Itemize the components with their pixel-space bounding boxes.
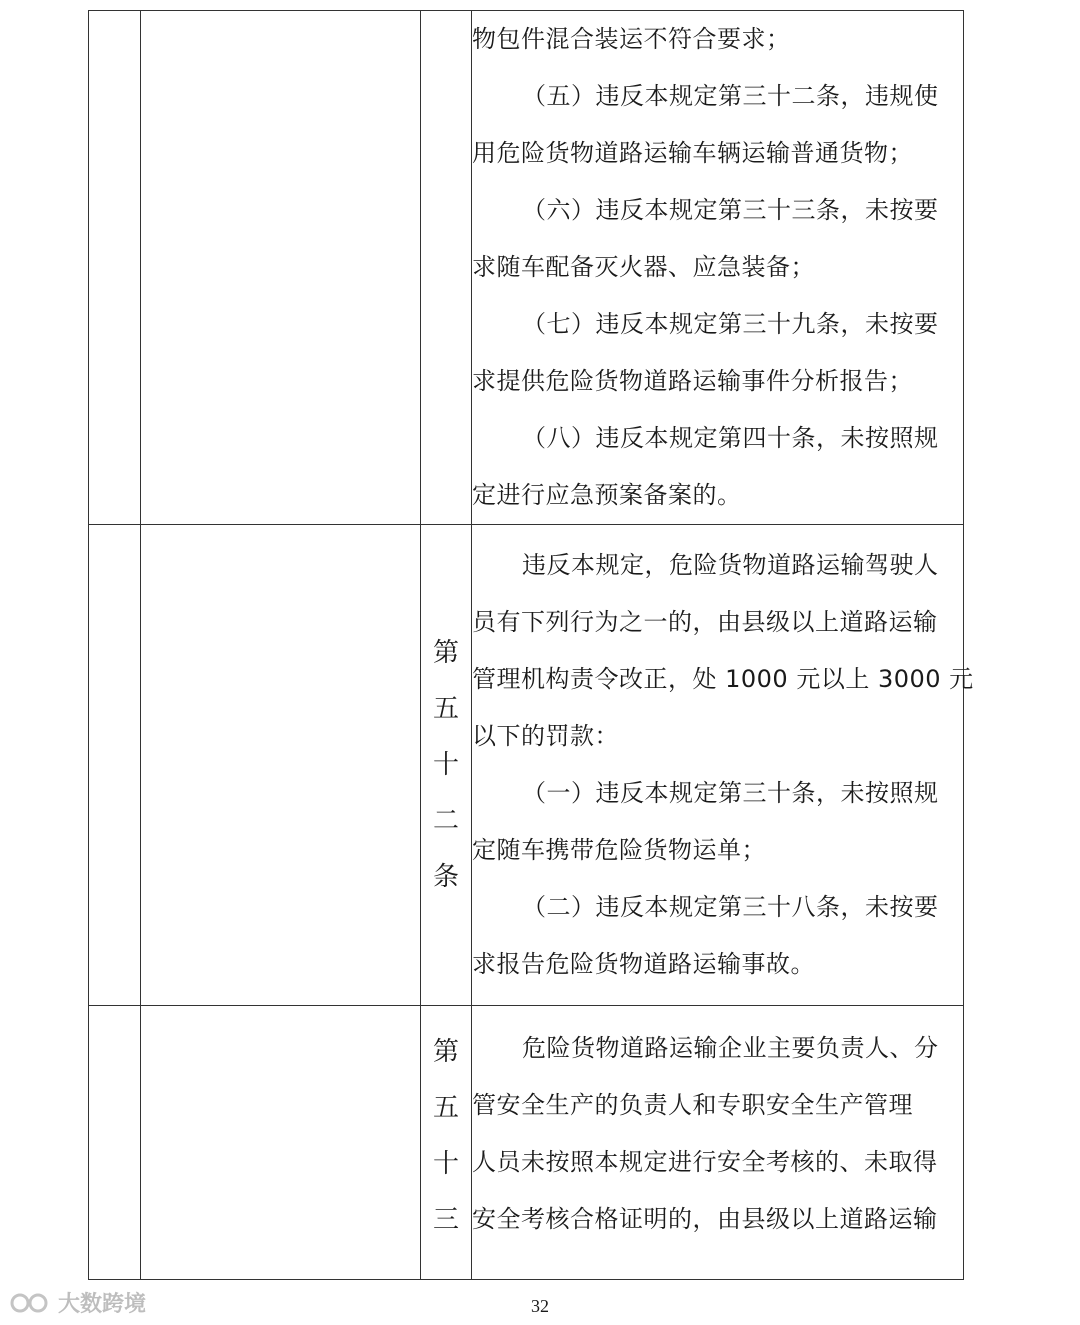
article-char: 五 <box>432 694 459 724</box>
original-clause-cell <box>141 525 421 1006</box>
article-number-cell <box>421 525 472 1006</box>
regulation-table <box>88 10 974 1280</box>
clause-paragraph: 人员未按照本规定进行安全考核的、未取得 <box>472 1148 938 1176</box>
clause-text-cell <box>472 525 974 1006</box>
page-number: 32 <box>531 1296 549 1316</box>
clause-paragraph: （二）违反本规定第三十八条，未按要 <box>522 893 939 921</box>
clause-paragraph: 员有下列行为之一的，由县级以上道路运输 <box>472 608 938 636</box>
clause-paragraph: 物包件混合装运不符合要求； <box>472 25 791 53</box>
article-char: 三 <box>432 1205 459 1235</box>
clause-paragraph: 以下的罚款： <box>472 722 619 750</box>
table-row <box>89 1006 964 1280</box>
watermark-text: 大数跨境 <box>58 1292 147 1317</box>
clause-paragraph: 求提供危险货物道路运输事件分析报告； <box>472 367 913 395</box>
article-char: 二 <box>432 806 459 836</box>
clause-paragraph: （八）违反本规定第四十条，未按照规 <box>522 424 939 452</box>
clause-paragraph: 用危险货物道路运输车辆运输普通货物； <box>472 139 913 167</box>
article-char: 第 <box>432 638 459 668</box>
article-char: 五 <box>432 1093 459 1123</box>
original-clause-cell <box>141 1006 421 1280</box>
clause-paragraph: （五）违反本规定第三十二条，违规使 <box>522 82 939 110</box>
index-cell <box>89 1006 141 1280</box>
index-cell <box>89 525 141 1006</box>
table-row <box>89 525 964 1006</box>
clause-paragraph: 求报告危险货物道路运输事故。 <box>472 950 815 978</box>
index-cell <box>89 11 141 525</box>
clause-paragraph: 安全考核合格证明的，由县级以上道路运输 <box>472 1205 938 1233</box>
article-char: 第 <box>432 1037 459 1067</box>
clause-paragraph: （六）违反本规定第三十三条，未按要 <box>522 196 939 224</box>
clause-paragraph: 管安全生产的负责人和专职安全生产管理 <box>472 1091 913 1119</box>
clause-paragraph: 求随车配备灭火器、应急装备； <box>472 253 815 281</box>
article-number-cell <box>421 1006 472 1280</box>
clause-paragraph: 定随车携带危险货物运单； <box>472 836 766 864</box>
table-row <box>89 11 964 525</box>
article-char: 十 <box>432 750 459 780</box>
clause-text-cell <box>472 1006 964 1280</box>
clause-paragraph: 定进行应急预案备案的。 <box>472 481 742 509</box>
clause-paragraph: 违反本规定，危险货物道路运输驾驶人 <box>522 551 939 579</box>
article-char: 十 <box>432 1149 459 1179</box>
clause-paragraph: （一）违反本规定第三十条，未按照规 <box>522 779 939 807</box>
clause-text-cell <box>472 11 964 525</box>
clause-paragraph: （七）违反本规定第三十九条，未按要 <box>522 310 939 338</box>
clause-paragraph: 危险货物道路运输企业主要负责人、分 <box>522 1034 939 1062</box>
article-number-cell <box>421 11 472 525</box>
clause-paragraph: 管理机构责令改正，处 1000 元以上 3000 元 <box>472 665 974 693</box>
original-clause-cell <box>141 11 421 525</box>
article-char: 条 <box>432 862 459 892</box>
